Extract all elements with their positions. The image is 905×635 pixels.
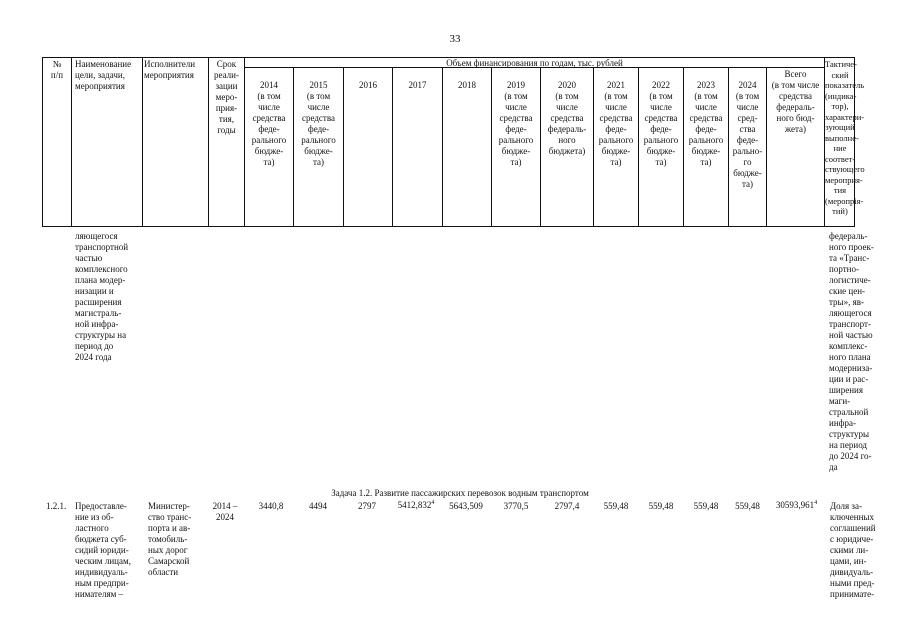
header-year-2021: 2021 (в том числе средства феде- рального бюдже- та) — [598, 80, 634, 167]
value-total: 30593,961$^4$ — [775, 500, 818, 510]
value-2018: 5643,509 — [449, 501, 483, 511]
value-2022: 559,48 — [648, 501, 674, 511]
value-2023: 559,48 — [693, 501, 719, 511]
header-year-2023: 2023 (в том числе средства феде- рального бюдже- та) — [688, 80, 724, 167]
header-year-2022: 2022 (в том числе средства феде- рального бюдже- та) — [643, 80, 679, 167]
header-year-2020: 2020 (в том числе средства федераль- ного бюджета) — [547, 80, 587, 156]
header-name: Наименование цели, задачи, мероприятия — [75, 59, 132, 91]
header-funding-title: Объем финансирования по годам, тыс. рублей — [446, 58, 623, 68]
header-year-2024: 2024 (в том числе сред- ства феде- рально- го бюдже- та) — [732, 80, 763, 189]
header-term: Срок реали- зации меро- прия- тия, годы — [214, 59, 239, 135]
row-executor: Министер- ство транс- порта и ав- томобиль- ных дорог Самарской области — [148, 501, 192, 577]
header-indicator: Тактиче- ский показатель (индика- тор), характери- зующий выполне- ние соответ- ствующего мероприя- тия (меропрiя- тий) — [825, 59, 865, 216]
page-number: 33 — [449, 33, 461, 45]
continued-name: ляющегося транспортной частью комплексного плана модер- низации и расширения магистраль- ной инфра- структуры на период до 2024 года — [75, 231, 129, 362]
continued-indicator: федераль- ного проек- та «Транс- портно- логистиче- ские цен- тры», яв- ляющегося транспорт- ной частью комплекс- ного плана модерниза- ции и рас- ширения маги- стральной инфра- структуры на период до 2024 го- да — [829, 231, 874, 472]
value-2024: 559,48 — [735, 501, 760, 511]
header-year-2018: 2018 — [458, 80, 476, 90]
row-indicator: Доля за- ключенных соглашений с юридиче- скими ли- цами, ин- дивидуаль- ными пред- принимате- — [830, 501, 876, 599]
header-year-2015: 2015 (в том числе средства феде- рального бюдже- та) — [301, 80, 336, 167]
header-year-2016: 2016 — [359, 80, 377, 90]
value-2017: 5412,832$^4$ — [397, 500, 435, 510]
header-num: № п/п — [50, 59, 64, 80]
task-title: Задача 1.2. Развитие пассажирских перевозок водным транспортом — [331, 488, 589, 498]
header-year-2017: 2017 — [408, 80, 427, 90]
value-2019: 3770,5 — [503, 501, 529, 511]
header-total: Всего (в том числе средства федераль- ного бюд- жета) — [771, 69, 820, 134]
header-year-2014: 2014 (в том числе средства феде- рального бюдже- та) — [251, 80, 287, 167]
row-num: 1.2.1. — [46, 501, 67, 511]
value-2020: 2797,4 — [554, 501, 580, 511]
row-name: Предоставле- ние из об- ластного бюджета суб- сидий юриди- ческим лицам, индивидуаль- ным предпри- нимателям – — [75, 501, 131, 599]
value-2014: 3440,8 — [258, 501, 284, 511]
value-2015: 4494 — [309, 501, 327, 511]
value-2016: 2797 — [358, 501, 376, 511]
header-executor: Исполнители мероприятия — [144, 59, 196, 80]
row-term: 2014 – 2024 — [212, 501, 238, 522]
header-year-2019: 2019 (в том числе средства феде- рального бюдже- та) — [498, 80, 534, 167]
value-2021: 559,48 — [603, 501, 629, 511]
